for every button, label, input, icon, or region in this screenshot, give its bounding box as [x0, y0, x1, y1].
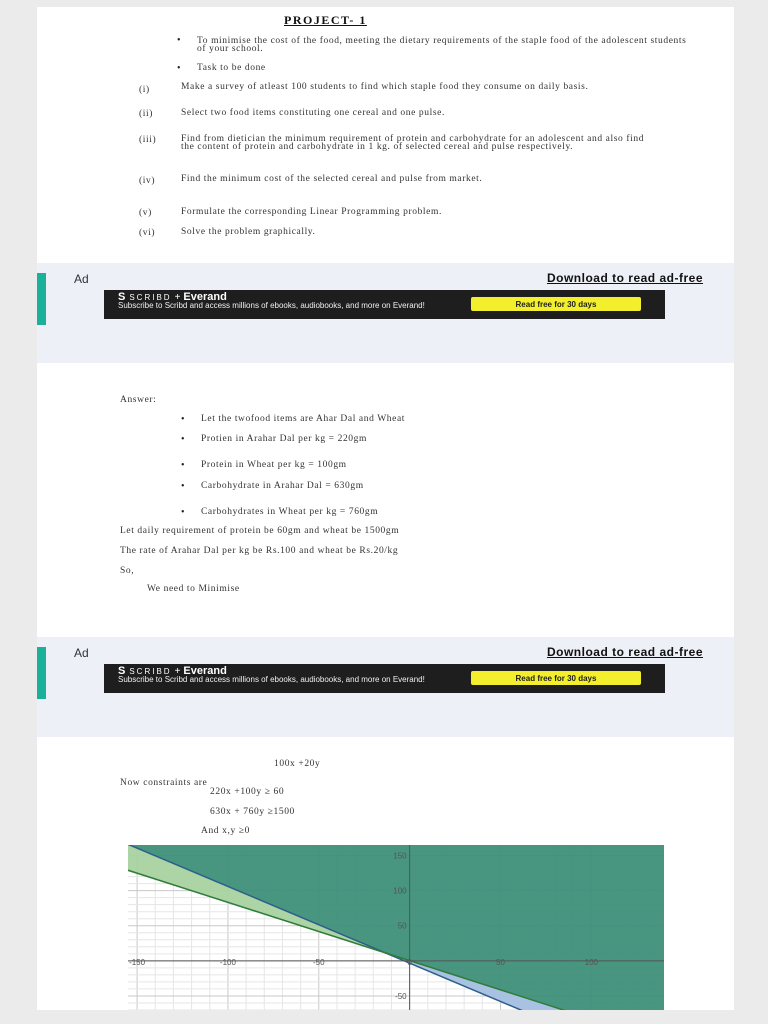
brand-plus: +	[174, 292, 181, 303]
x-tick-label: 50	[496, 957, 505, 967]
graph-svg	[128, 845, 664, 1010]
read-free-button[interactable]: Read free for 30 days	[471, 297, 641, 311]
answer-label: Answer:	[120, 395, 157, 405]
ad-accent-stripe	[37, 647, 46, 699]
ad-text: Subscribe to Scribd and access millions of ebooks, audiobooks, and more on Everand!	[118, 675, 425, 684]
y-tick-label: 50	[397, 921, 407, 931]
bullet-task: • Task to be done	[197, 64, 266, 73]
y-tick-label: -50	[395, 991, 407, 1001]
answer-bullet: • Carbohydrate in Arahar Dal = 630gm	[201, 482, 364, 491]
document-page-2	[37, 363, 734, 637]
brand-scribd: SCRIBD	[129, 667, 172, 676]
answer-line: The rate of Arahar Dal per kg be Rs.100 and wheat be Rs.20/kg	[120, 546, 399, 556]
scribd-logo-icon: S	[118, 291, 126, 303]
item-number: (v)	[139, 208, 152, 218]
item-text: Select two food items constituting one cereal and one pulse.	[181, 108, 445, 118]
bullet-objective: • To minimise the cost of the food, meeting the dietary requirements of the staple food of the adolescent students of your school.	[197, 37, 697, 53]
document-page-3	[37, 737, 734, 1010]
x-tick-label: 0	[407, 957, 412, 967]
x-tick-label: 100	[584, 957, 599, 967]
constraint-line: 220x +100y ≥ 60	[210, 787, 285, 797]
ad-slot	[37, 637, 734, 737]
answer-line: Let daily requirement of protein be 60gm and wheat be 1500gm	[120, 526, 400, 536]
answer-bullet: • Protien in Arahar Dal per kg = 220gm	[201, 435, 367, 444]
x-tick-label: -100	[219, 957, 236, 967]
item-number: (iii)	[139, 135, 157, 145]
document-page-1	[37, 7, 734, 263]
read-free-button[interactable]: Read free for 30 days	[471, 671, 641, 685]
item-text: Find from dietician the minimum requirement of protein and carbohydrate for an adolescent and also find the content of protein and carbohydrate in 1 kg. of selected cereal and pulse respectively.	[181, 134, 645, 152]
brand-plus: +	[174, 666, 181, 677]
answer-line: So,	[120, 566, 135, 576]
download-ad-free-link[interactable]: Download to read ad-free	[546, 271, 703, 285]
constraint-line: 630x + 760y ≥1500	[210, 807, 295, 817]
answer-bullet: • Carbohydrates in Wheat per kg = 760gm	[201, 508, 378, 517]
item-text: Find the minimum cost of the selected cereal and pulse from market.	[181, 174, 483, 184]
constraints-label: Now constraints are	[120, 778, 208, 788]
item-text: Make a survey of atleast 100 students to find which staple food they consume on daily basis.	[181, 82, 589, 92]
answer-bullet: • Let the twofood items are Ahar Dal and Wheat	[201, 415, 405, 424]
minimise-line: We need to Minimise	[147, 584, 240, 594]
item-number: (iv)	[139, 176, 156, 186]
ad-label: Ad	[74, 646, 89, 660]
brand-everand: Everand	[183, 665, 227, 677]
page-title: PROJECT- 1	[284, 13, 367, 27]
scribd-logo-icon: S	[118, 665, 126, 677]
ad-text: Subscribe to Scribd and access millions of ebooks, audiobooks, and more on Everand!	[118, 301, 425, 310]
ad-accent-stripe	[37, 273, 46, 325]
y-tick-label: 150	[393, 851, 407, 861]
x-tick-label: -150	[129, 957, 146, 967]
x-tick-label: -50	[312, 957, 325, 967]
objective-function: 100x +20y	[274, 759, 321, 769]
y-tick-label: 100	[393, 886, 407, 896]
feasible-region-graph	[128, 845, 664, 1010]
item-text: Formulate the corresponding Linear Programming problem.	[181, 207, 442, 217]
brand-everand: Everand	[183, 291, 227, 303]
ad-banner[interactable]	[104, 290, 665, 319]
item-number: (i)	[139, 85, 150, 95]
constraint-line: And x,y ≥0	[201, 826, 250, 836]
ad-slot	[37, 263, 734, 363]
item-number: (vi)	[139, 228, 156, 238]
ad-label: Ad	[74, 272, 89, 286]
item-number: (ii)	[139, 109, 154, 119]
brand-scribd: SCRIBD	[129, 293, 172, 302]
item-text: Solve the problem graphically.	[181, 227, 316, 237]
ad-banner[interactable]	[104, 664, 665, 693]
answer-bullet: • Protein in Wheat per kg = 100gm	[201, 461, 347, 470]
download-ad-free-link[interactable]: Download to read ad-free	[546, 645, 703, 659]
